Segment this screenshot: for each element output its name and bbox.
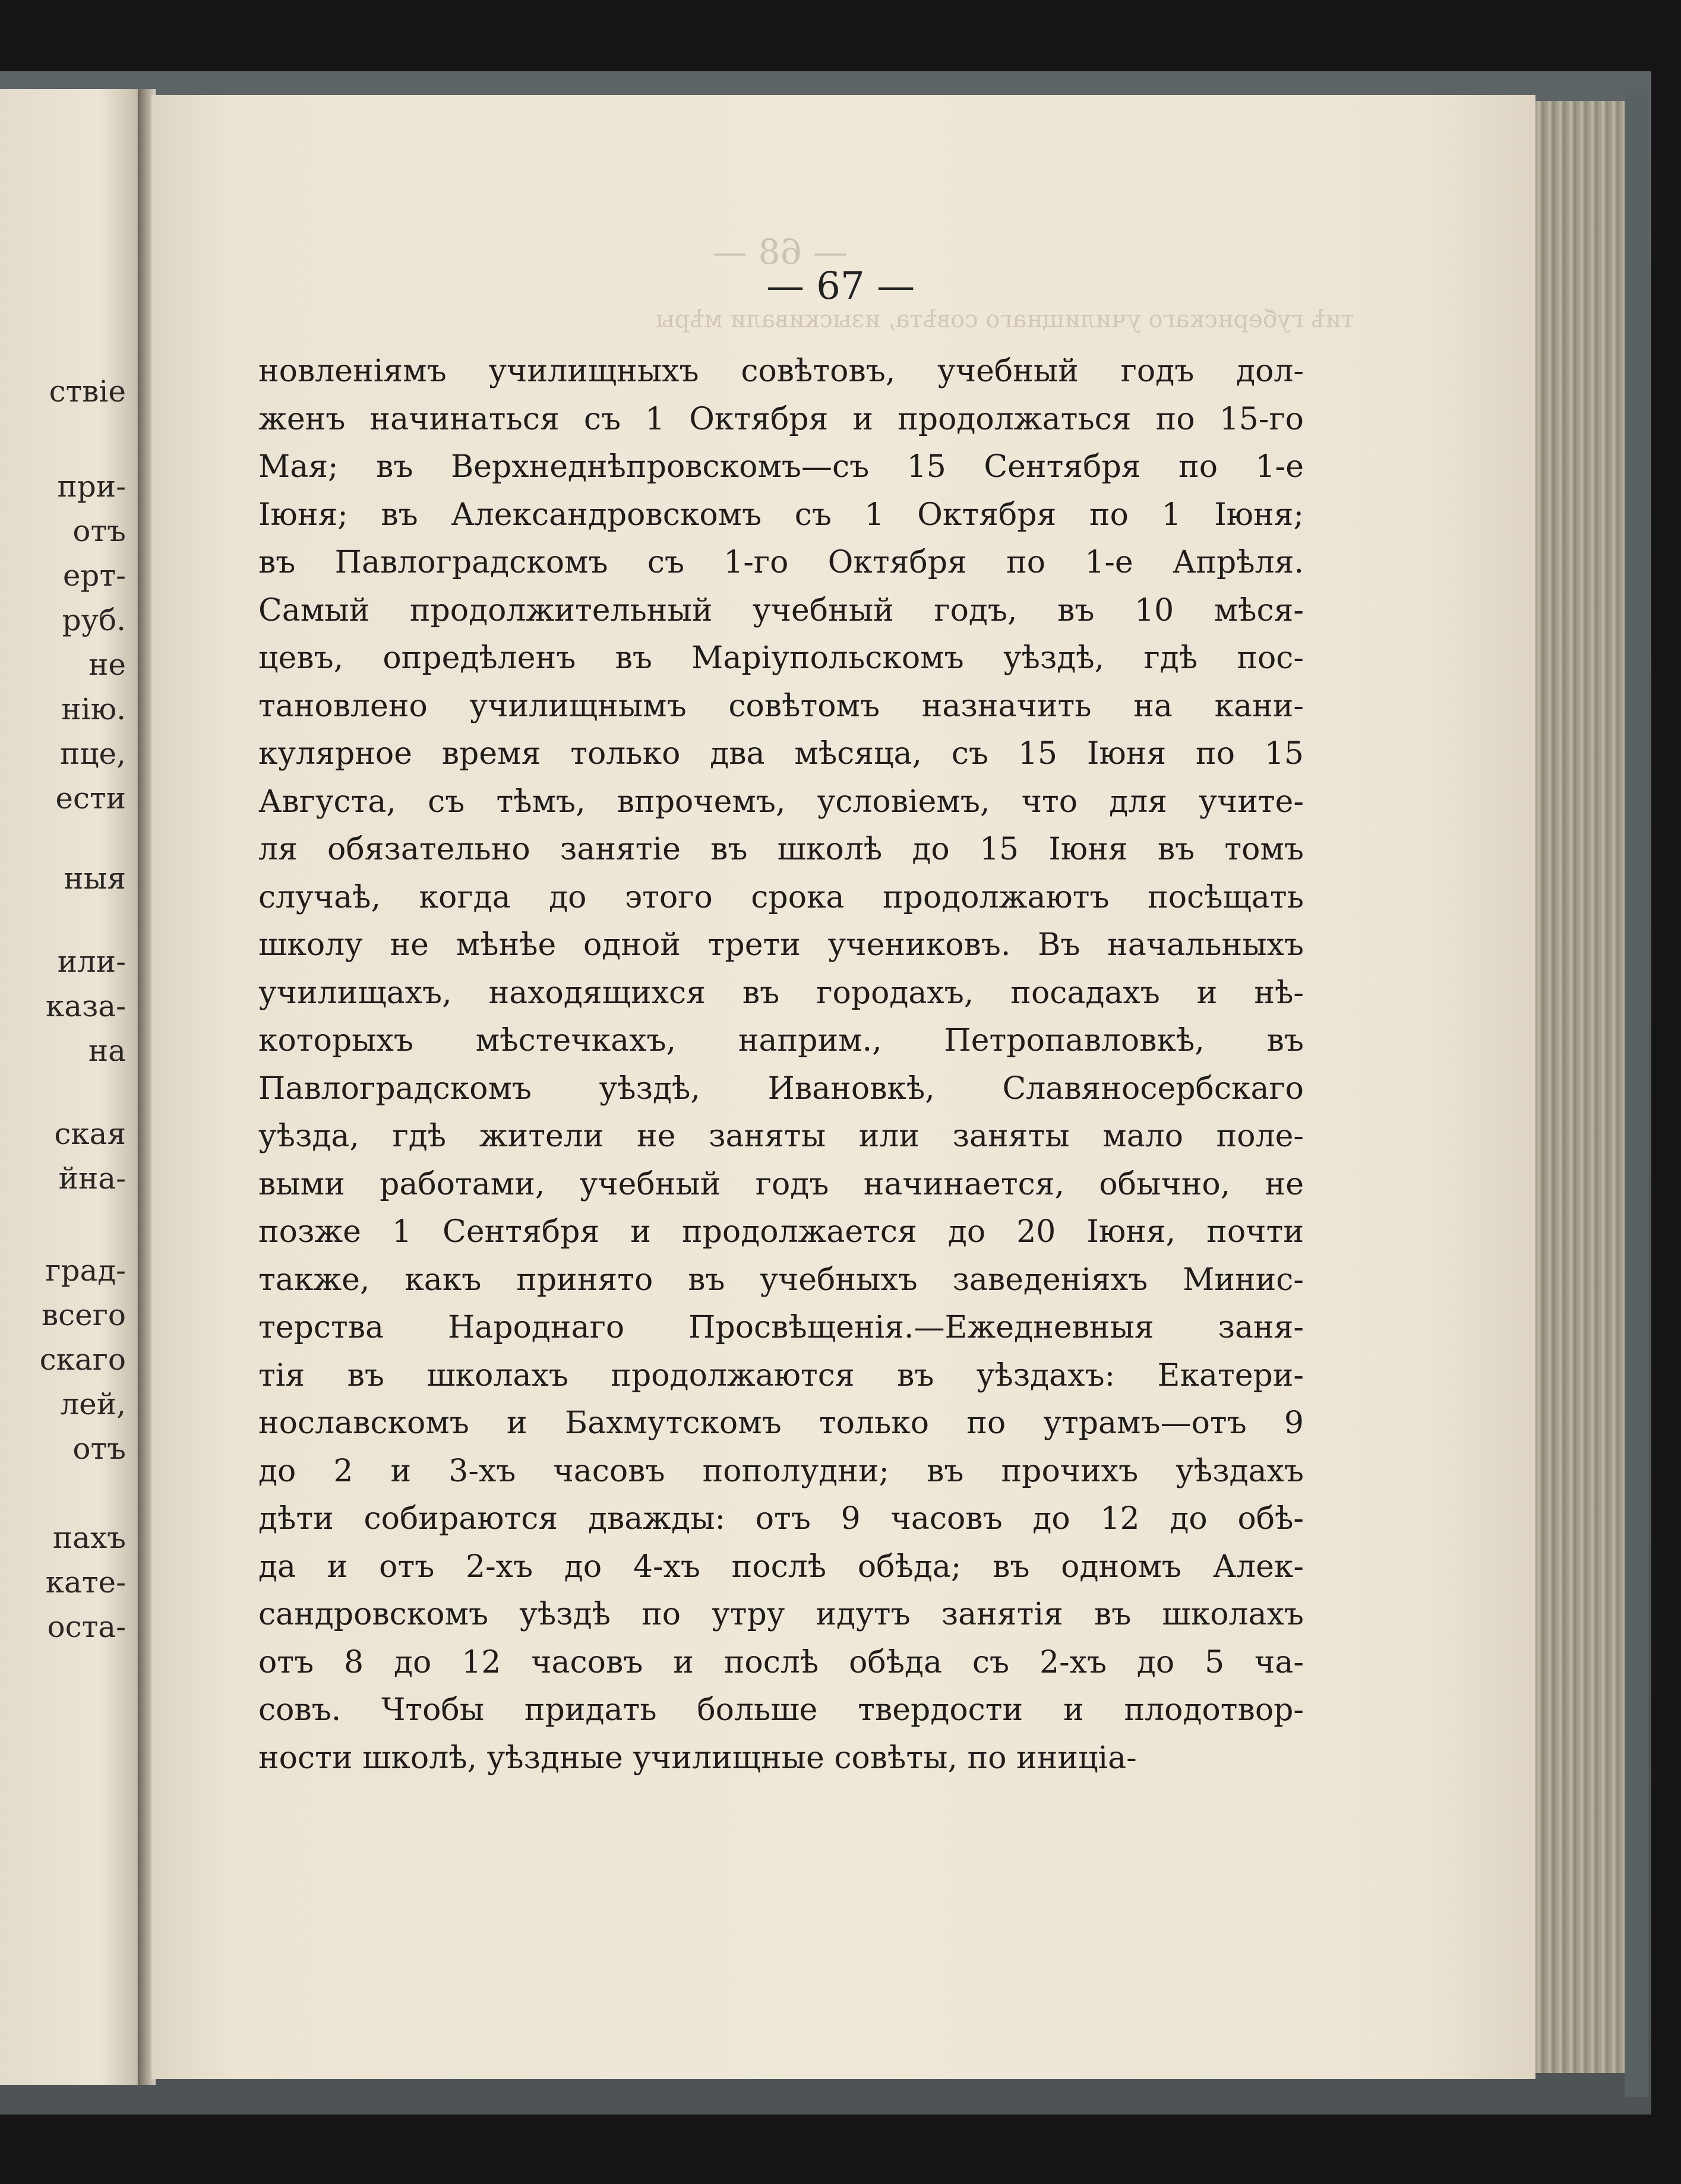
left-page-fragment: не	[89, 647, 126, 682]
text-line: да и отъ 2-хъ до 4-хъ послѣ обѣда; въ одномъ Алек-	[258, 1548, 1304, 1585]
left-page-fragment: ести	[55, 781, 126, 816]
back-cover-edge	[1625, 89, 1648, 2097]
left-page-fragment: ныя	[64, 861, 126, 896]
text-line: случаѣ, когда до этого срока продолжаютъ посѣщать	[258, 879, 1304, 915]
text-line: до 2 и 3-хъ часовъ пополудни; въ прочихъ уѣздахъ	[258, 1453, 1304, 1489]
left-facing-page	[0, 89, 143, 2085]
left-page-fragment: скаго	[39, 1342, 126, 1377]
text-line: совъ. Чтобы придать больше твердости и плодотвор-	[258, 1692, 1304, 1728]
text-line: тановлено училищнымъ совѣтомъ назначить на кани-	[258, 688, 1304, 724]
left-page-fragment: оста-	[47, 1610, 126, 1644]
text-line: позже 1 Сентября и продолжается до 20 Іюня, почти	[258, 1214, 1304, 1250]
text-line: выми работами, учебный годъ начинается, обычно, не	[258, 1166, 1304, 1202]
bleed-through-text: тиѣ губернскаго училищнаго совѣта, изыскивали мѣры	[655, 306, 1354, 333]
text-line: цевъ, опредѣленъ въ Маріупольскомъ уѣздѣ, гдѣ пос-	[258, 640, 1304, 676]
text-line: дѣти собираются дважды: отъ 9 часовъ до 12 до обѣ-	[258, 1501, 1304, 1537]
left-page-fragment: при-	[57, 469, 126, 504]
left-page-fragment: каза-	[45, 989, 126, 1023]
left-page-fragment: или-	[57, 944, 126, 979]
text-line: Павлоградскомъ уѣздѣ, Ивановкѣ, Славяносербскаго	[258, 1070, 1304, 1107]
text-line: училищахъ, находящихся въ городахъ, посадахъ и нѣ-	[258, 975, 1304, 1011]
left-page-fragment: кате-	[45, 1565, 126, 1600]
text-line: Іюня; въ Александровскомъ съ 1 Октября по 1 Іюня;	[258, 497, 1304, 533]
text-line: кулярное время только два мѣсяца, съ 15 Іюня по 15	[258, 736, 1304, 772]
text-line: уѣзда, гдѣ жители не заняты или заняты мало поле-	[258, 1118, 1304, 1154]
text-line: Августа, съ тѣмъ, впрочемъ, условіемъ, что для учите-	[258, 783, 1304, 820]
left-page-fragment: всего	[41, 1298, 126, 1332]
left-page-fragment: град-	[45, 1253, 126, 1288]
page-block-edges	[1535, 101, 1625, 2073]
text-line: также, какъ принято въ учебныхъ заведеніяхъ Минис-	[258, 1262, 1304, 1298]
text-line: которыхъ мѣстечкахъ, наприм., Петропавловкѣ, въ	[258, 1023, 1304, 1058]
text-line: ля обязательно занятіе въ школѣ до 15 Іюня въ томъ	[258, 832, 1304, 867]
left-page-fragment: руб.	[62, 603, 126, 637]
left-page-fragment: йна-	[58, 1161, 126, 1196]
text-line: школу не мѣнѣе одной трети учениковъ. Въ начальныхъ	[258, 927, 1304, 963]
left-page-fragment: на	[88, 1033, 126, 1068]
text-line: Мая; въ Верхнеднѣпровскомъ—съ 15 Сентября по 1-е	[258, 449, 1304, 485]
left-page-fragment: отъ	[72, 1431, 126, 1466]
left-page-fragment: лей,	[60, 1387, 126, 1421]
left-page-fragment: нію.	[61, 692, 126, 726]
text-line: ности школѣ, уѣздные училищные совѣты, по иниціа-	[258, 1740, 1137, 1776]
left-page-fragment: ствіе	[49, 374, 126, 409]
bleed-through-page-number: — 68 —	[713, 232, 848, 272]
body-text	[258, 347, 1304, 1782]
text-line: Самый продолжительный учебный годъ, въ 10 мѣся-	[258, 592, 1304, 628]
left-page-fragment: пце,	[60, 737, 126, 771]
text-line: сандровскомъ уѣздѣ по утру идутъ занятія въ школахъ	[258, 1597, 1304, 1632]
page-number: — 67 —	[766, 264, 915, 308]
text-line: нославскомъ и Бахмутскомъ только по утрамъ—отъ 9	[258, 1405, 1304, 1441]
left-page-fragment: отъ	[72, 514, 126, 548]
text-line: тія въ школахъ продолжаются въ уѣздахъ: Екатери-	[258, 1357, 1304, 1393]
left-page-fragment: ская	[54, 1117, 126, 1151]
left-page-fragment: ерт-	[62, 558, 126, 593]
text-line: въ Павлоградскомъ съ 1-го Октября по 1-е Апрѣля.	[258, 545, 1304, 580]
left-page-fragment: пахъ	[52, 1521, 126, 1555]
text-line: женъ начинаться съ 1 Октября и продолжаться по 15-го	[258, 401, 1304, 437]
text-line: новленіямъ училищныхъ совѣтовъ, учебный годъ дол-	[258, 353, 1304, 389]
text-line: терства Народнаго Просвѣщенія.—Ежедневныя заня-	[258, 1310, 1304, 1345]
text-line: отъ 8 до 12 часовъ и послѣ обѣда съ 2-хъ до 5 ча-	[258, 1644, 1304, 1680]
